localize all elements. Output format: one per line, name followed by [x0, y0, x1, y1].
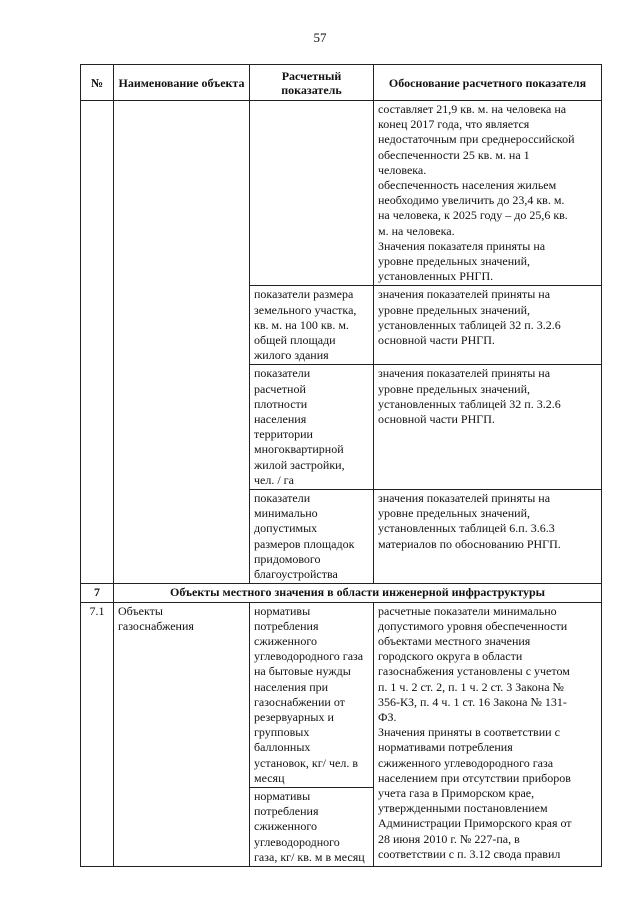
row-num-cell — [81, 101, 114, 584]
indicator-cell — [250, 101, 374, 286]
header-justification: Обоснование расчетного показателя — [374, 65, 602, 101]
page-number: 57 — [313, 30, 327, 45]
header-name: Наименование объекта — [114, 65, 250, 101]
indicator-cell: показатели минимально допустимых размеров площадок придомового благоустройства — [250, 490, 374, 584]
row-num-cell: 7.1 — [81, 602, 114, 866]
object-name-cell: Объекты газоснабжения — [114, 602, 250, 866]
table-row — [81, 101, 602, 286]
table-row — [81, 602, 602, 787]
indicator-cell: нормативы потребления сжиженного углеводородного газа на бытовые нужды населения при газоснабжении от резервуарных и групповых баллонных установок, кг/ чел. в месяц — [250, 602, 374, 787]
justification-cell: значения показателей приняты на уровне предельных значений, установленных таблицей 6.п. 3.6.3 материалов по обоснованию РНГП. — [374, 490, 602, 584]
indicator-cell: показатели размера земельного участка, кв. м. на 100 кв. м. общей площади жилого здания — [250, 286, 374, 365]
header-indicator: Расчетный показатель — [250, 65, 374, 101]
row-name-cell — [114, 101, 250, 584]
justification-cell: расчетные показатели минимально допустимого уровня обеспеченности объектами местного значения городского округа в области газоснабжения установлены с учетом п. 1 ч. 2 ст. 2, п. 1 ч. 2 ст. 3 Закона № 356-КЗ, п. 4 ч. 1 ст. 16 Закона № 131- ФЗ. Значения приняты в соответствии с нормативами потребления сжиженного углеводородного газа населением при отсутствии приборов учета газа в Приморском крае, утвержденными постановлением Администрации Приморского края от 28 июня 2010 г. № 227-па, в соответствии с п. 3.12 свода правил — [374, 602, 602, 866]
header-num: № — [81, 65, 114, 101]
justification-cell: значения показателей приняты на уровне предельных значений, установленных таблицей 32 п. 3.2.6 основной части РНГП. — [374, 286, 602, 365]
table-header-row — [81, 65, 602, 101]
section-num: 7 — [81, 584, 114, 602]
section-row — [81, 584, 602, 602]
justification-cell: составляет 21,9 кв. м. на человека на конец 2017 года, что является недостаточным при среднероссийской обеспеченности 25 кв. м. на 1 человека. обеспеченность населения жильем необходимо увеличить до 23,4 кв. м. на человека, к 2025 году – до 25,6 кв. м. на человека. Значения показателя приняты на уровне предельных значений, установленных РНГП. — [374, 101, 602, 286]
justification-table — [80, 64, 602, 867]
justification-cell: значения показателей приняты на уровне предельных значений, установленных таблицей 32 п. 3.2.6 основной части РНГП. — [374, 365, 602, 490]
section-title: Объекты местного значения в области инженерной инфраструктуры — [114, 584, 602, 602]
indicator-cell: показатели расчетной плотности населения территории многоквартирной жилой застройки, чел. / га — [250, 365, 374, 490]
indicator-cell: нормативы потребления сжиженного углеводородного газа, кг/ кв. м в месяц — [250, 787, 374, 866]
